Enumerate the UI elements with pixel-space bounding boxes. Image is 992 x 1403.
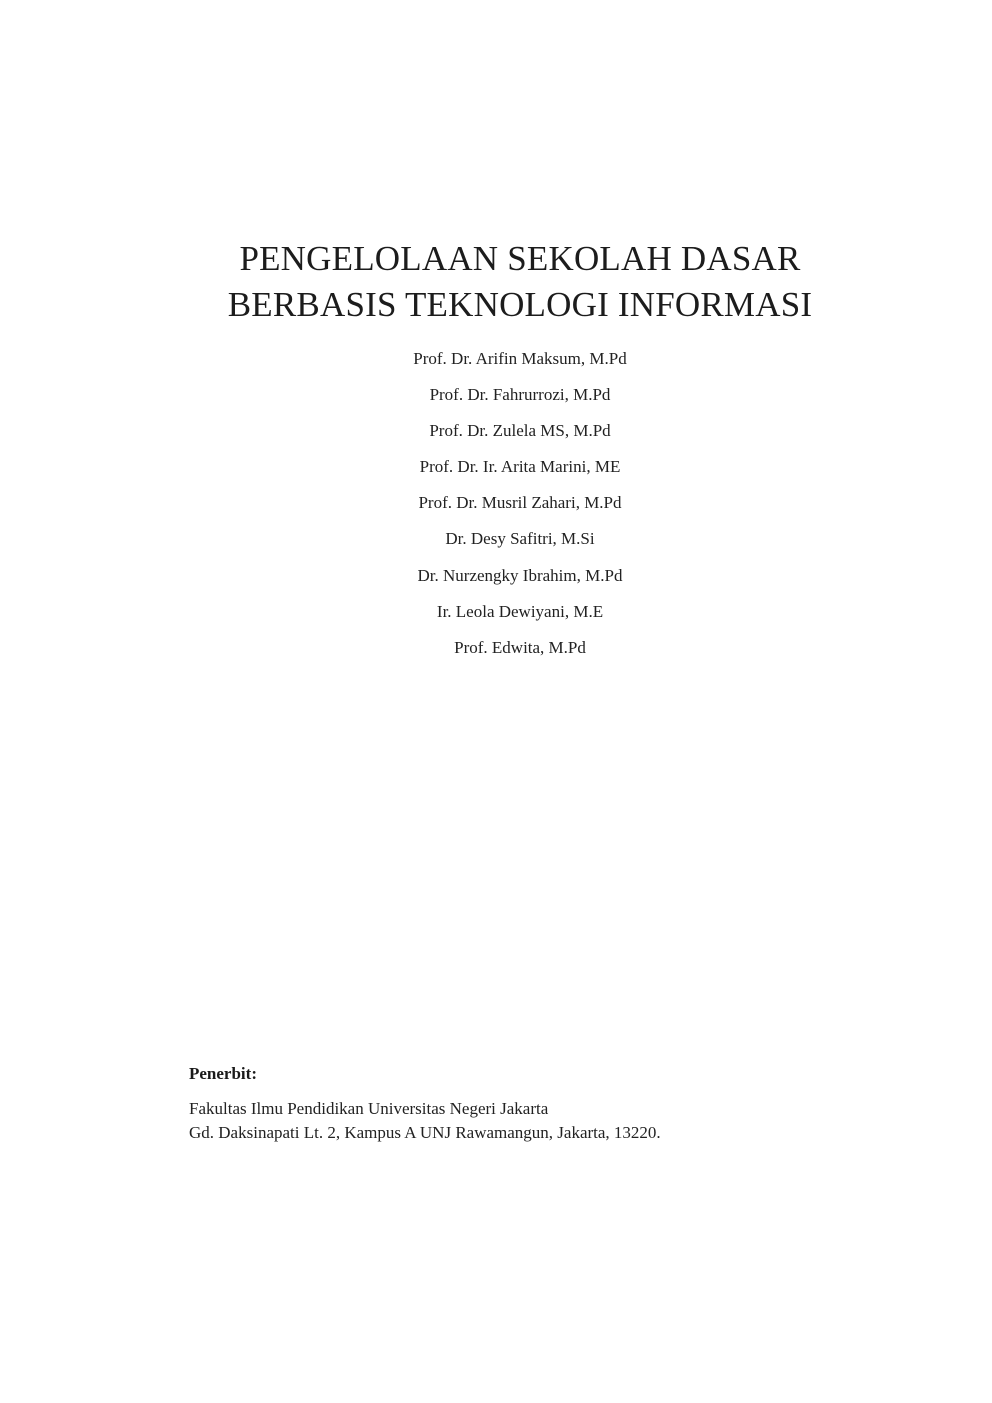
publisher-section — [189, 1062, 889, 1145]
author-name: Prof. Dr. Musril Zahari, M.Pd — [418, 493, 622, 513]
author-name: Ir. Leola Dewiyani, M.E — [436, 601, 604, 621]
publisher-address-line: Gd. Daksinapati Lt. 2, Kampus A UNJ Rawamangun, Jakarta, 13220. — [189, 1123, 661, 1142]
publisher-label: Penerbit: — [189, 1064, 257, 1083]
book-title-line-1: PENGELOLAAN SEKOLAH DASAR — [239, 239, 801, 278]
author-list — [0, 341, 992, 666]
publisher-name: Fakultas Ilmu Pendidikan Universitas Negeri Jakarta — [189, 1099, 549, 1118]
author-name: Prof. Edwita, M.Pd — [454, 637, 586, 657]
author-name: Dr. Nurzengky Ibrahim, M.Pd — [417, 565, 623, 585]
book-title — [0, 236, 992, 328]
author-name: Dr. Desy Safitri, M.Si — [445, 529, 595, 549]
publisher-address — [189, 1097, 889, 1145]
author-name: Prof. Dr. Zulela MS, M.Pd — [429, 421, 611, 441]
author-name: Prof. Dr. Arifin Maksum, M.Pd — [413, 349, 627, 368]
author-name: Prof. Dr. Fahrurrozi, M.Pd — [429, 385, 611, 405]
author-name: Prof. Dr. Ir. Arita Marini, ME — [419, 457, 621, 477]
book-title-line-2: BERBASIS TEKNOLOGI INFORMASI — [227, 285, 813, 324]
